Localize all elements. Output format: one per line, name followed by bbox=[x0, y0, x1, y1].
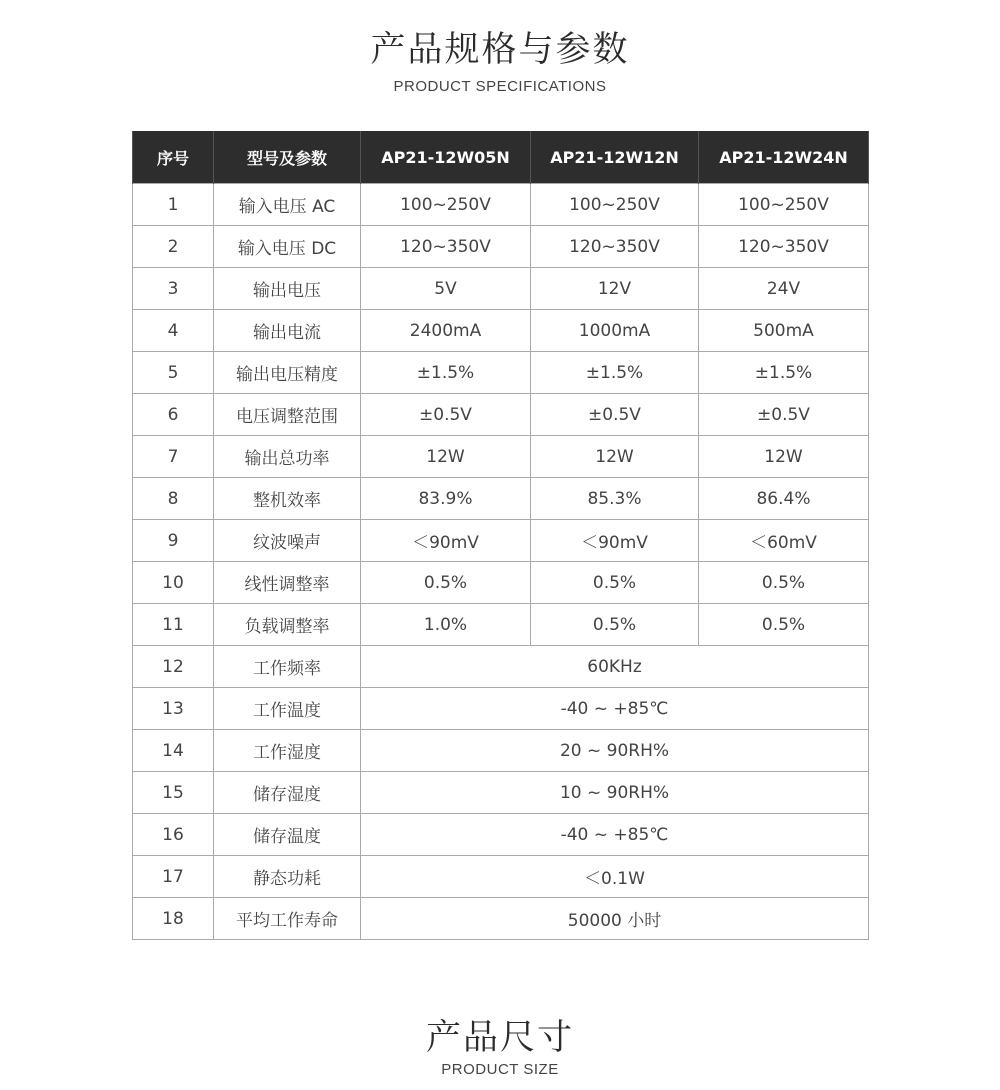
value-cell: 120~350V bbox=[699, 226, 869, 268]
row-index-cell: 6 bbox=[133, 394, 214, 436]
row-index-cell: 17 bbox=[133, 856, 214, 898]
table-row bbox=[133, 226, 869, 268]
param-name-cell: 输入电压 DC bbox=[214, 226, 361, 268]
row-index-cell: 14 bbox=[133, 730, 214, 772]
row-index-cell: 16 bbox=[133, 814, 214, 856]
value-cell: 86.4% bbox=[699, 478, 869, 520]
value-cell: 2400mA bbox=[361, 310, 531, 352]
value-cell: 0.5% bbox=[361, 562, 531, 604]
value-cell: 100~250V bbox=[361, 184, 531, 226]
page-subtitle: PRODUCT SPECIFICATIONS bbox=[393, 78, 607, 95]
param-name-cell: 输入电压 AC bbox=[214, 184, 361, 226]
table-row bbox=[133, 352, 869, 394]
value-cell: 12W bbox=[531, 436, 699, 478]
value-cell: ±0.5V bbox=[531, 394, 699, 436]
param-name-cell: 工作频率 bbox=[214, 646, 361, 688]
col-header-model-24n: AP21-12W24N bbox=[699, 131, 869, 184]
row-index-cell: 4 bbox=[133, 310, 214, 352]
row-index-cell: 11 bbox=[133, 604, 214, 646]
row-index-cell: 7 bbox=[133, 436, 214, 478]
value-cell: 24V bbox=[699, 268, 869, 310]
value-cell: 100~250V bbox=[699, 184, 869, 226]
row-index-cell: 15 bbox=[133, 772, 214, 814]
row-index-cell: 13 bbox=[133, 688, 214, 730]
col-header-model-12n: AP21-12W12N bbox=[531, 131, 699, 184]
param-name-cell: 输出总功率 bbox=[214, 436, 361, 478]
table-row bbox=[133, 394, 869, 436]
value-cell: 1000mA bbox=[531, 310, 699, 352]
table-row bbox=[133, 898, 869, 940]
row-index-cell: 2 bbox=[133, 226, 214, 268]
value-cell: ±0.5V bbox=[699, 394, 869, 436]
table-row bbox=[133, 856, 869, 898]
table-row bbox=[133, 520, 869, 562]
table-row bbox=[133, 562, 869, 604]
table-header-row bbox=[133, 131, 869, 184]
page-title: 产品规格与参数 bbox=[370, 30, 630, 70]
value-cell: ±0.5V bbox=[361, 394, 531, 436]
value-cell: 0.5% bbox=[699, 604, 869, 646]
table-row bbox=[133, 436, 869, 478]
row-index-cell: 12 bbox=[133, 646, 214, 688]
merged-value-cell: ＜0.1W bbox=[361, 856, 869, 898]
value-cell: 100~250V bbox=[531, 184, 699, 226]
value-cell: ±1.5% bbox=[361, 352, 531, 394]
col-header-model-05n: AP21-12W05N bbox=[361, 131, 531, 184]
row-index-cell: 3 bbox=[133, 268, 214, 310]
table-row bbox=[133, 688, 869, 730]
merged-value-cell: -40 ~ +85℃ bbox=[361, 688, 869, 730]
param-name-cell: 输出电压精度 bbox=[214, 352, 361, 394]
param-name-cell: 纹波噪声 bbox=[214, 520, 361, 562]
table-row bbox=[133, 268, 869, 310]
param-name-cell: 储存温度 bbox=[214, 814, 361, 856]
table-row bbox=[133, 478, 869, 520]
value-cell: ＜90mV bbox=[361, 520, 531, 562]
merged-value-cell: -40 ~ +85℃ bbox=[361, 814, 869, 856]
value-cell: 83.9% bbox=[361, 478, 531, 520]
table-row bbox=[133, 184, 869, 226]
table-row bbox=[133, 604, 869, 646]
value-cell: ＜90mV bbox=[531, 520, 699, 562]
col-header-index: 序号 bbox=[133, 131, 214, 184]
table-row bbox=[133, 772, 869, 814]
col-header-param: 型号及参数 bbox=[214, 131, 361, 184]
param-name-cell: 工作温度 bbox=[214, 688, 361, 730]
param-name-cell: 电压调整范围 bbox=[214, 394, 361, 436]
value-cell: 1.0% bbox=[361, 604, 531, 646]
spec-table-body bbox=[133, 184, 869, 940]
section-subtitle: PRODUCT SIZE bbox=[441, 1061, 559, 1078]
value-cell: 500mA bbox=[699, 310, 869, 352]
table-row bbox=[133, 646, 869, 688]
param-name-cell: 工作湿度 bbox=[214, 730, 361, 772]
spec-table bbox=[132, 131, 869, 940]
param-name-cell: 线性调整率 bbox=[214, 562, 361, 604]
value-cell: ±1.5% bbox=[699, 352, 869, 394]
param-name-cell: 整机效率 bbox=[214, 478, 361, 520]
param-name-cell: 储存湿度 bbox=[214, 772, 361, 814]
value-cell: 120~350V bbox=[531, 226, 699, 268]
row-index-cell: 5 bbox=[133, 352, 214, 394]
value-cell: 0.5% bbox=[531, 562, 699, 604]
merged-value-cell: 10 ~ 90RH% bbox=[361, 772, 869, 814]
value-cell: ＜60mV bbox=[699, 520, 869, 562]
merged-value-cell: 60KHz bbox=[361, 646, 869, 688]
value-cell: 12V bbox=[531, 268, 699, 310]
param-name-cell: 静态功耗 bbox=[214, 856, 361, 898]
value-cell: 12W bbox=[699, 436, 869, 478]
table-row bbox=[133, 730, 869, 772]
row-index-cell: 8 bbox=[133, 478, 214, 520]
param-name-cell: 平均工作寿命 bbox=[214, 898, 361, 940]
table-row bbox=[133, 814, 869, 856]
param-name-cell: 负载调整率 bbox=[214, 604, 361, 646]
value-cell: 85.3% bbox=[531, 478, 699, 520]
row-index-cell: 10 bbox=[133, 562, 214, 604]
value-cell: 120~350V bbox=[361, 226, 531, 268]
row-index-cell: 9 bbox=[133, 520, 214, 562]
param-name-cell: 输出电压 bbox=[214, 268, 361, 310]
merged-value-cell: 20 ~ 90RH% bbox=[361, 730, 869, 772]
value-cell: 0.5% bbox=[531, 604, 699, 646]
param-name-cell: 输出电流 bbox=[214, 310, 361, 352]
value-cell: 0.5% bbox=[699, 562, 869, 604]
value-cell: 5V bbox=[361, 268, 531, 310]
row-index-cell: 18 bbox=[133, 898, 214, 940]
merged-value-cell: 50000 小时 bbox=[361, 898, 869, 940]
section-title: 产品尺寸 bbox=[425, 1018, 574, 1058]
value-cell: ±1.5% bbox=[531, 352, 699, 394]
value-cell: 12W bbox=[361, 436, 531, 478]
table-row bbox=[133, 310, 869, 352]
row-index-cell: 1 bbox=[133, 184, 214, 226]
